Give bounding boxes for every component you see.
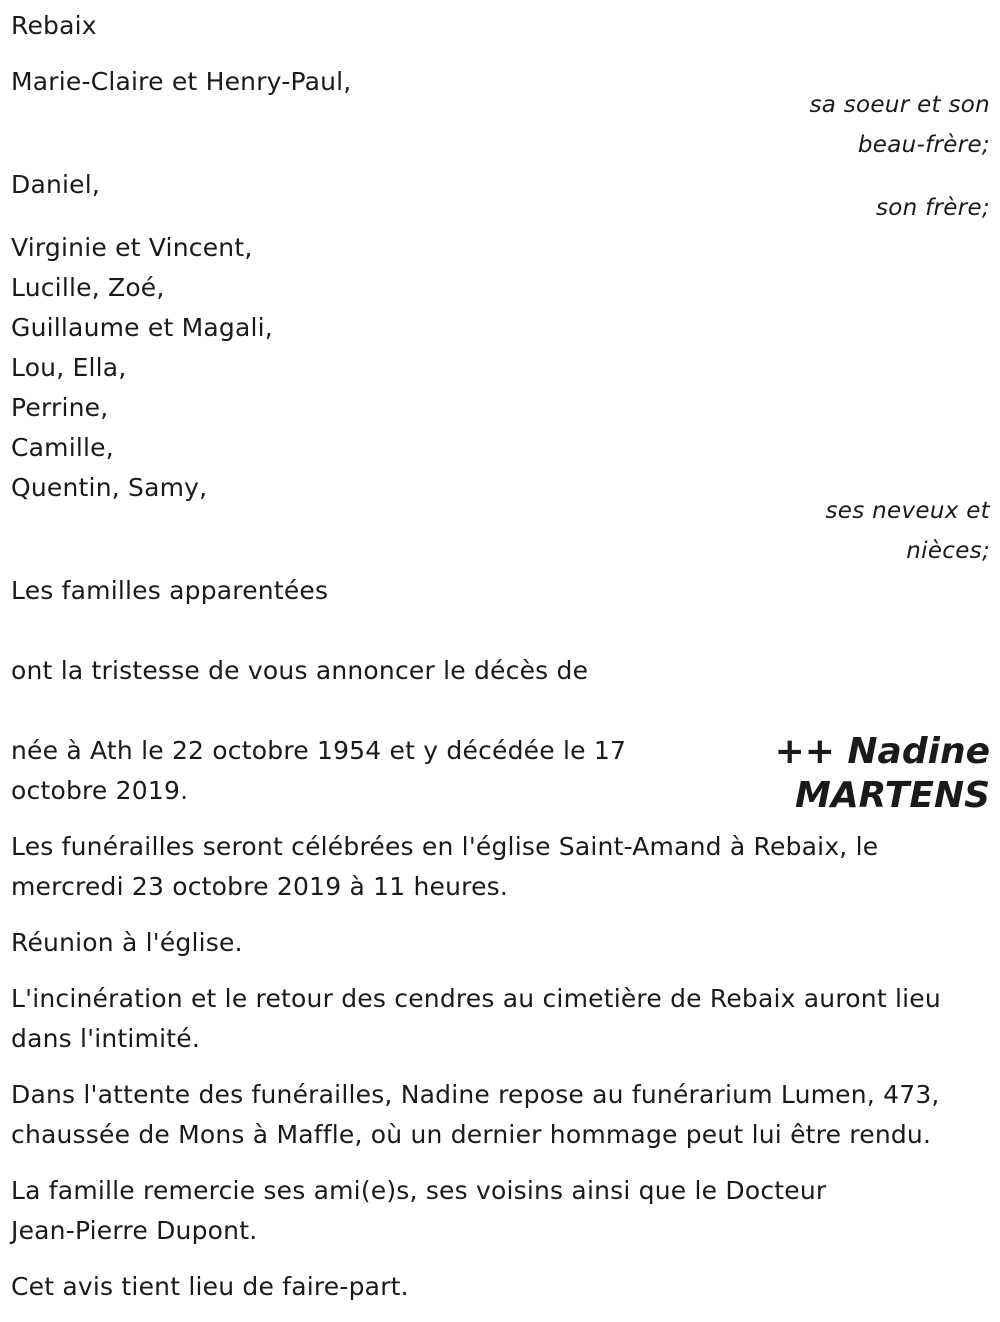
- nephews-role-line1: ses neveux et: [825, 498, 990, 524]
- sister-role-line1: sa soeur et son: [809, 92, 990, 118]
- sister-role-line2: beau-frère;: [857, 132, 990, 158]
- relatives-line: Les familles apparentées: [11, 576, 329, 605]
- deceased-name-line1: ++ Nadine: [774, 731, 990, 772]
- wake-line2: chaussée de Mons à Maffle, où un dernier hommage peut lui être rendu.: [11, 1120, 932, 1149]
- nephew-line: Guillaume et Magali,: [11, 313, 273, 342]
- thanks-line2: Jean-Pierre Dupont.: [11, 1216, 258, 1245]
- birth-line2: octobre 2019.: [11, 776, 189, 805]
- funeral-line2: mercredi 23 octobre 2019 à 11 heures.: [11, 872, 509, 901]
- nephew-line: Camille,: [11, 433, 114, 462]
- announcement-line: ont la tristesse de vous annoncer le décès de: [11, 656, 589, 685]
- cremation-line2: dans l'intimité.: [11, 1024, 200, 1053]
- deceased-name: [775, 730, 990, 818]
- nephew-line: Quentin, Samy,: [11, 473, 208, 502]
- funeral-line1: Les funérailles seront célébrées en l'église Saint-Amand à Rebaix, le: [11, 832, 879, 861]
- thanks-line1: La famille remercie ses ami(e)s, ses voisins ainsi que le Docteur: [11, 1176, 827, 1205]
- birth-line1: née à Ath le 22 octobre 1954 et y décédée le 17: [11, 736, 627, 765]
- brother-role: son frère;: [875, 195, 990, 221]
- meeting-line: Réunion à l'église.: [11, 928, 243, 957]
- nephew-line: Lou, Ella,: [11, 353, 127, 382]
- deceased-name-line2: MARTENS: [795, 775, 990, 816]
- sister-names: Marie-Claire et Henry-Paul,: [11, 67, 352, 96]
- closing-line: Cet avis tient lieu de faire-part.: [11, 1272, 409, 1301]
- nephew-line: Virginie et Vincent,: [11, 233, 253, 262]
- nephews-role-line2: nièces;: [906, 538, 990, 564]
- cremation-line1: L'incinération et le retour des cendres au cimetière de Rebaix auront lieu: [11, 984, 941, 1013]
- wake-line1: Dans l'attente des funérailles, Nadine repose au funérarium Lumen, 473,: [11, 1080, 940, 1109]
- brother-name: Daniel,: [11, 170, 101, 199]
- place-heading: Rebaix: [11, 11, 97, 40]
- nephew-line: Lucille, Zoé,: [11, 273, 165, 302]
- nephew-line: Perrine,: [11, 393, 109, 422]
